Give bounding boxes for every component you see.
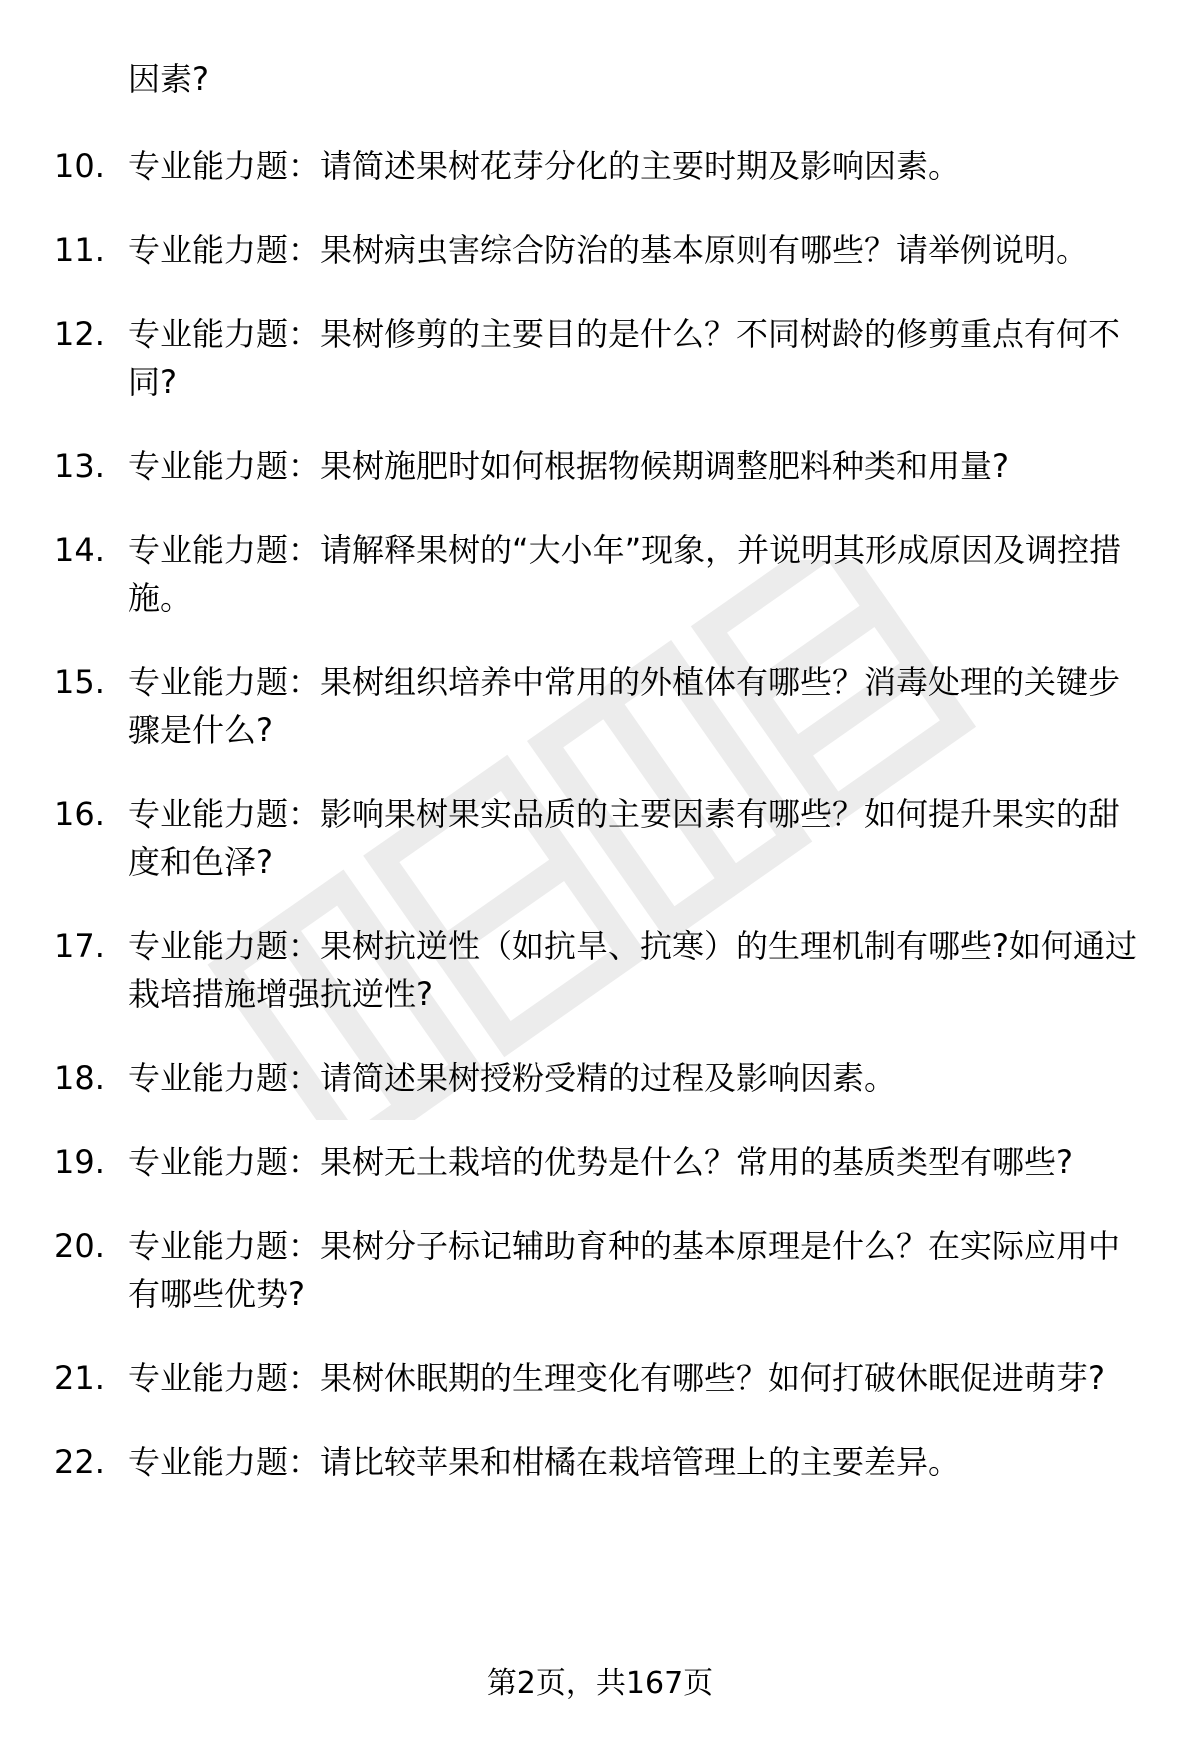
question-number: 16. <box>54 795 105 833</box>
question-item <box>0 1138 1200 1186</box>
question-item <box>0 442 1200 490</box>
question-text: 专业能力题：果树组织培养中常用的外植体有哪些？消毒处理的关键步骤是什么? <box>128 663 1121 749</box>
question-number: 22. <box>54 1443 105 1481</box>
question-item <box>0 1054 1200 1102</box>
question-text: 专业能力题：请简述果树授粉受精的过程及影响因素。 <box>128 1059 897 1097</box>
question-text: 专业能力题：请解释果树的“大小年”现象，并说明其形成原因及调控措施。 <box>128 531 1122 617</box>
question-item <box>0 658 1200 754</box>
question-text: 专业能力题：请比较苹果和柑橘在栽培管理上的主要差异。 <box>128 1443 961 1481</box>
question-text: 专业能力题：果树休眠期的生理变化有哪些？如何打破休眠促进萌芽? <box>128 1359 1105 1397</box>
question-text: 专业能力题：果树修剪的主要目的是什么？不同树龄的修剪重点有何不同? <box>128 315 1121 401</box>
question-item <box>0 142 1200 190</box>
question-text: 专业能力题：果树施肥时如何根据物候期调整肥料种类和用量? <box>128 447 1009 485</box>
question-number: 19. <box>54 1143 105 1181</box>
question-number: 18. <box>54 1059 105 1097</box>
question-item <box>0 922 1200 1018</box>
continuation-text: 因素? <box>128 60 209 98</box>
question-number: 10. <box>54 147 105 185</box>
question-number: 20. <box>54 1227 105 1265</box>
question-number: 13. <box>54 447 105 485</box>
page-footer: 第2页，共167页 <box>486 1666 714 1701</box>
question-item <box>0 310 1200 406</box>
question-text: 专业能力题：果树病虫害综合防治的基本原则有哪些？请举例说明。 <box>128 231 1089 269</box>
question-number: 15. <box>54 663 105 701</box>
question-item <box>0 226 1200 274</box>
question-item <box>0 526 1200 622</box>
question-text: 专业能力题：请简述果树花芽分化的主要时期及影响因素。 <box>128 147 961 185</box>
question-list <box>0 142 1200 1522</box>
question-item <box>0 1222 1200 1318</box>
question-number: 12. <box>54 315 105 353</box>
question-text: 专业能力题：果树抗逆性（如抗旱、抗寒）的生理机制有哪些?如何通过栽培措施增强抗逆性? <box>128 927 1137 1013</box>
question-item <box>0 790 1200 886</box>
question-text: 专业能力题：果树无土栽培的优势是什么？常用的基质类型有哪些? <box>128 1143 1073 1181</box>
question-item <box>0 1438 1200 1486</box>
question-text: 专业能力题：影响果树果实品质的主要因素有哪些？如何提升果实的甜度和色泽? <box>128 795 1121 881</box>
question-item <box>0 1354 1200 1402</box>
question-text: 专业能力题：果树分子标记辅助育种的基本原理是什么？在实际应用中有哪些优势? <box>128 1227 1121 1313</box>
question-number: 11. <box>54 231 105 269</box>
question-number: 14. <box>54 531 105 569</box>
question-number: 21. <box>54 1359 105 1397</box>
question-number: 17. <box>54 927 105 965</box>
